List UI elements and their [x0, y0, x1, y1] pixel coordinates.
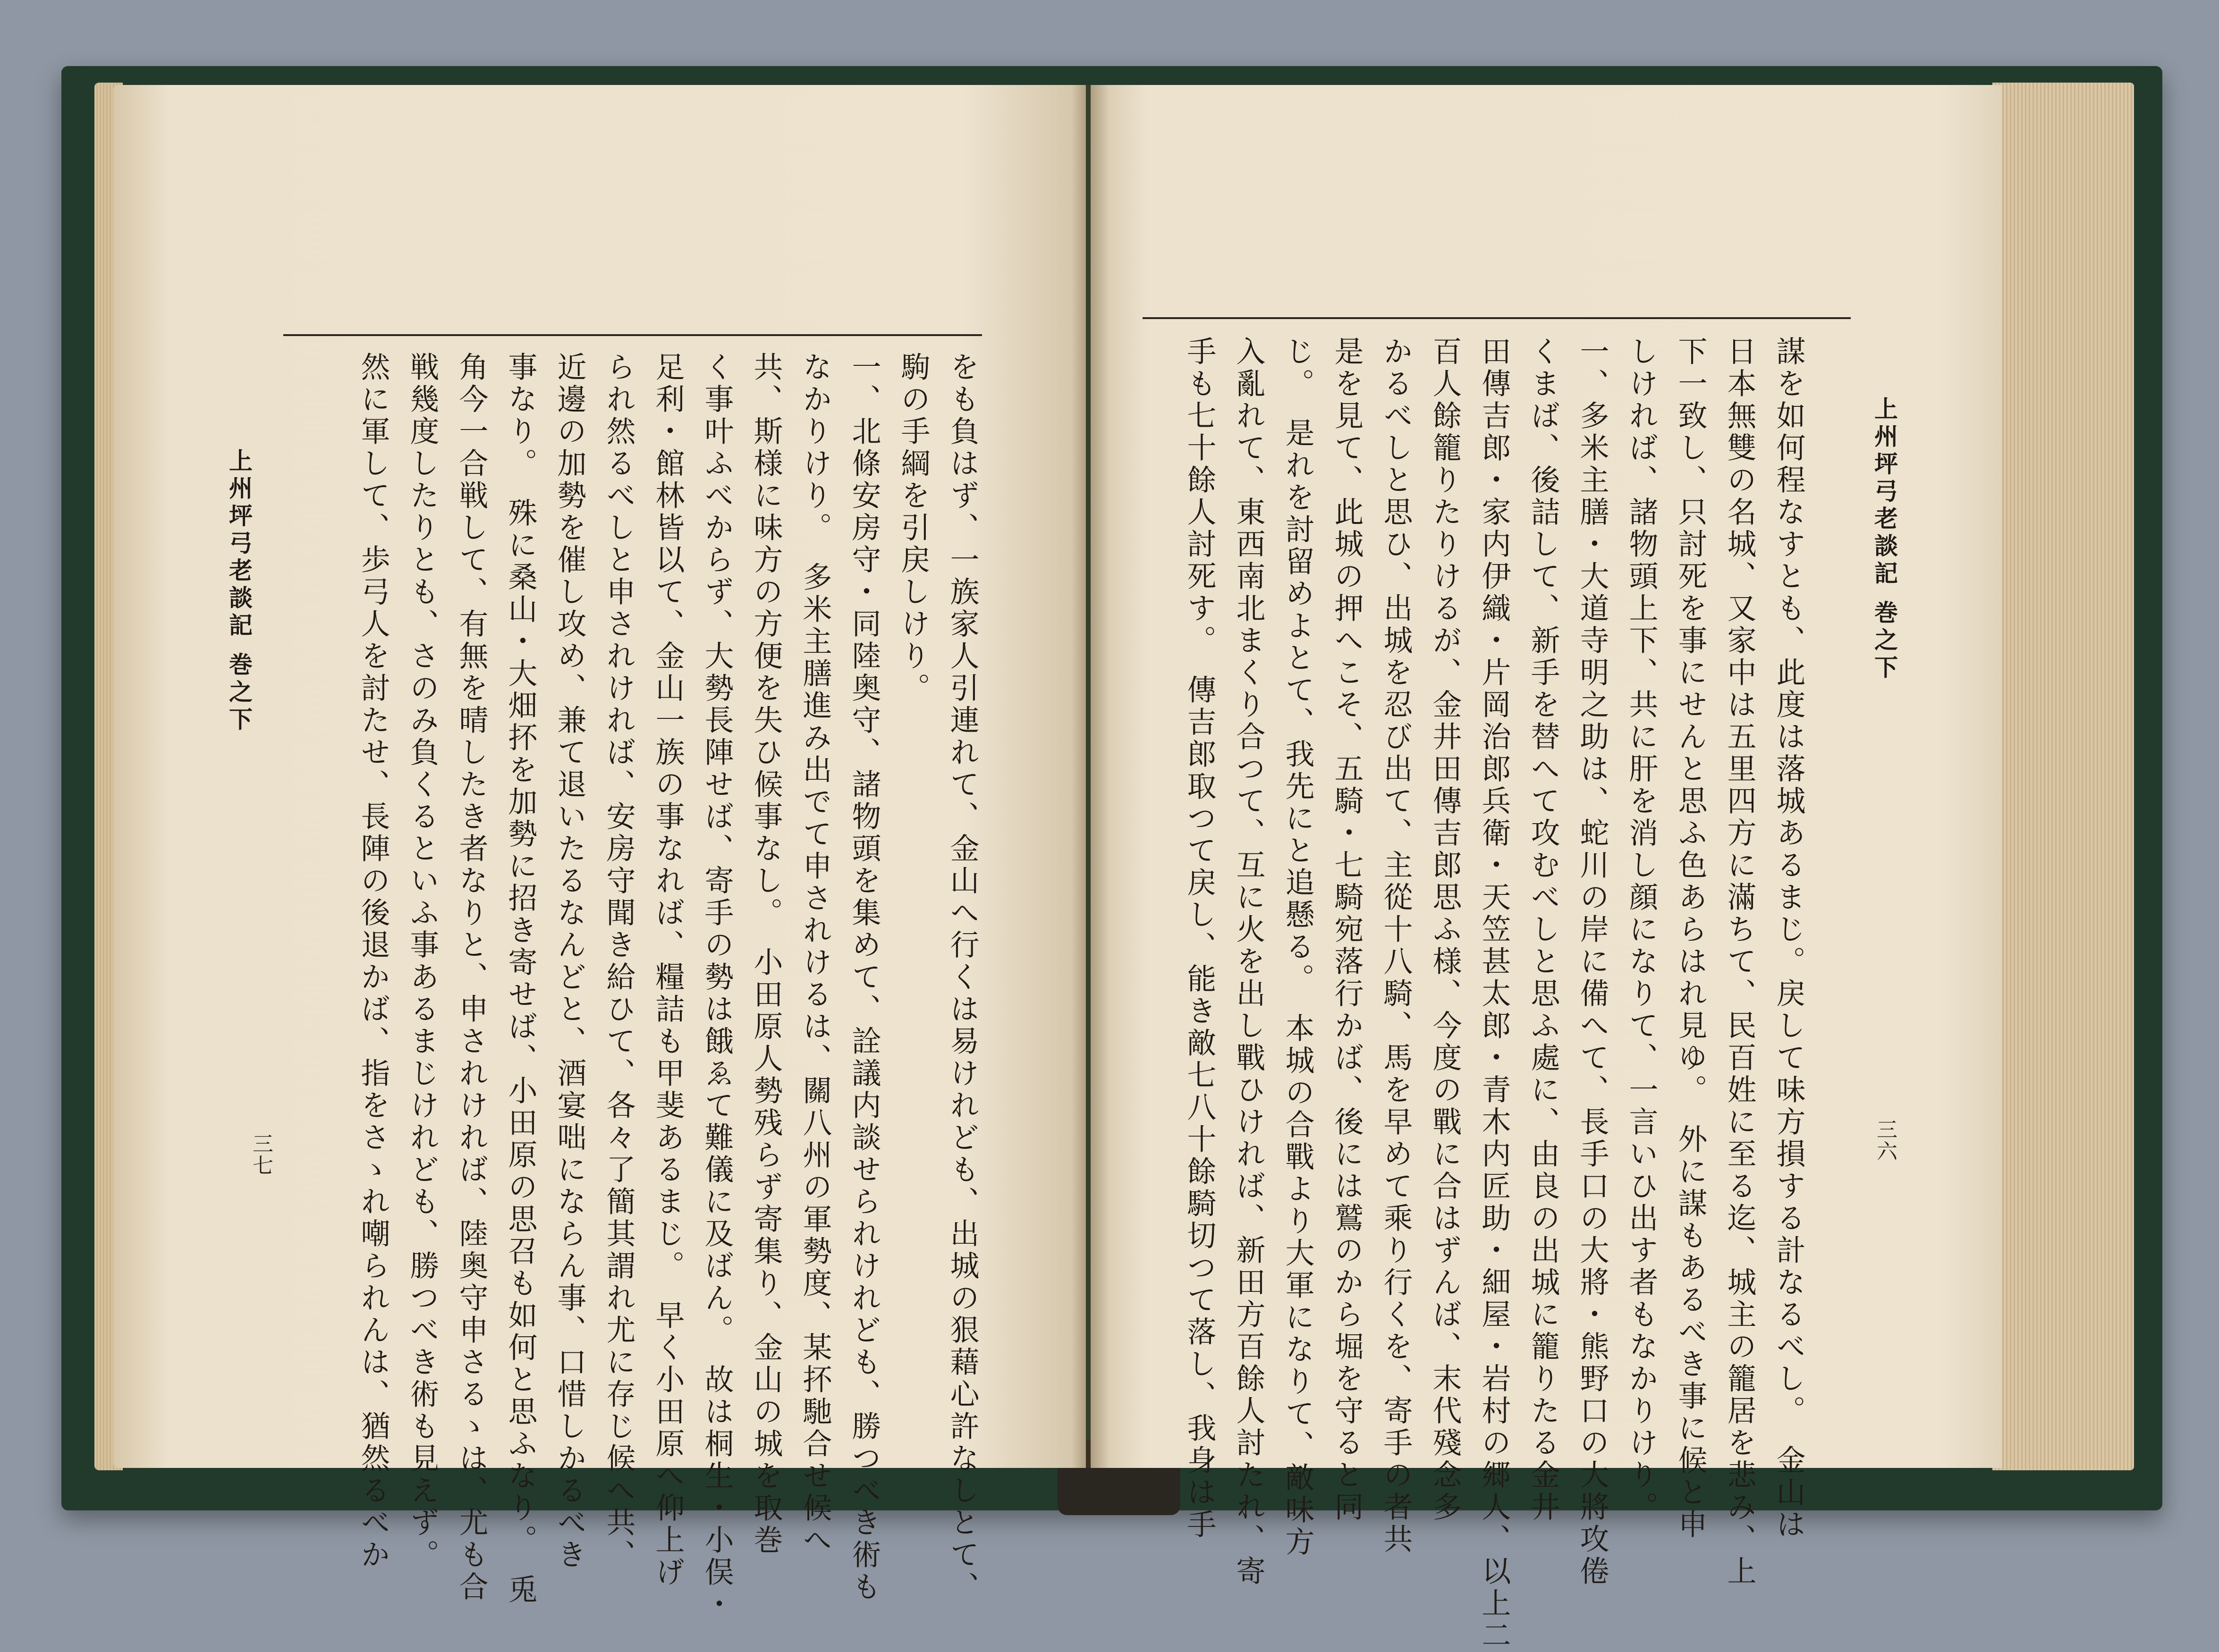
right-text-line: かるべしと思ひ、出城を忍び出て、主從十八騎、馬を早めて乘り行くを、寄手の者共	[1379, 336, 1413, 1556]
right-text-line: 田傳吉郎・家内伊織・片岡治郎兵衛・天笠甚太郎・青木内匠助・細屋・岩村の郷人、以上二	[1477, 336, 1511, 1652]
left-text-line: く事叶ふべからず、大勢長陣せば、寄手の勢は餓ゑて難儀に及ばん。 故は桐生・小俣・	[700, 352, 734, 1621]
left-page-number: 三七	[249, 1133, 273, 1176]
right-text-line: 日本無雙の名城、又家中は五里四方に滿ちて、民百姓に至る迄、城主の籠居を悲み、上	[1722, 336, 1757, 1588]
right-text-line: 手も七十餘人討死す。 傳吉郎取つて戻し、能き敵七八十餘騎切つて落し、我身は手	[1182, 336, 1217, 1541]
right-text-line: 是を見て、此城の押へこそ、五騎・七騎宛落行かば、後には鷲のから堀を守ると同	[1330, 336, 1364, 1524]
left-text-line: 戦幾度したりとも、さのみ負くるといふ事あるまじけれども、勝つべき術も見えず。	[405, 352, 440, 1571]
right-page-header-rule	[1143, 317, 1851, 319]
left-page-header-rule	[283, 334, 982, 336]
left-text-line: 角今一合戦して、有無を晴したき者なりと、申されければ、陸奥守申さるゝは、尤も合	[454, 352, 489, 1603]
left-running-head: 上州坪弓老談記 巻之下	[225, 448, 253, 734]
left-text-line: 近邊の加勢を催し攻め、兼て退いたるなんどと、酒宴咄にならん事、口惜しかるべき	[552, 352, 587, 1571]
right-page-body-text	[1175, 336, 1813, 1652]
right-text-line: くまば、後詰して、新手を替へて攻むべしと思ふ處に、由良の出城に籠りたる金井	[1526, 336, 1560, 1524]
left-text-line: られ然るべしと申されければ、安房守聞き給ひて、各々了簡其謂れ尤に存じ候へ共、	[601, 352, 636, 1571]
left-text-line: 足利・館林皆以て、金山一族の事なれば、糧詰も甲斐あるまじ。 早く小田原へ仰上げ	[651, 352, 685, 1589]
left-text-line: 駒の手綱を引戻しけり。	[896, 352, 931, 705]
right-page-number: 三六	[1873, 1119, 1897, 1162]
right-running-head: 上州坪弓老談記 巻之下	[1871, 396, 1898, 683]
left-text-line: 事なり。 殊に桑山・大畑抔を加勢に招き寄せば、小田原の思召も如何と思ふなり。 兎	[503, 352, 538, 1606]
right-text-line: 百人餘籠りたりけるが、金井田傳吉郎思ふ様、今度の戰に合はずんば、末代殘念多	[1428, 336, 1462, 1524]
right-text-line: しければ、諸物頭上下、共に肝を消し顔になりて、一言いひ出す者もなかりけり。	[1624, 336, 1659, 1524]
right-page-edges	[1992, 83, 2134, 1470]
right-text-line: 謀を如何程なすとも、此度は落城あるまじ。戻して味方損する計なるべし。 金山は	[1771, 336, 1806, 1541]
left-page-body-text	[348, 352, 987, 1621]
left-text-line: 一、北條安房守・同陸奥守、諸物頭を集めて、詮議内談せられけれども、勝つべき術も	[847, 352, 881, 1603]
right-text-line: 下一致し、只討死を事にせんと思ふ色あらはれ見ゆ。 外に謀もあるべき事に候と申	[1673, 336, 1708, 1541]
right-text-line: 一、多米主膳・大道寺明之助は、蛇川の岸に備へて、長手口の大將・熊野口の大將攻倦	[1575, 336, 1609, 1588]
left-text-line: 共、斯様に味方の方便を失ひ候事なし。 小田原人勢残らず寄集り、金山の城を取巻	[749, 352, 783, 1557]
right-text-line: 入亂れて、東西南北まくり合つて、互に火を出し戰ひければ、新田方百餘人討たれ、寄	[1231, 336, 1266, 1588]
right-text-line: じ。 是れを討留めよとて、我先にと追懸る。 本城の合戰より大軍になりて、敵味方	[1280, 336, 1315, 1559]
left-text-line: 然に軍して、歩弓人を討たせ、長陣の後退かば、指をさゝれ嘲られんは、猶然るべか	[356, 352, 390, 1571]
left-text-line: をも負はず、一族家人引連れて、金山へ行くは易けれども、出城の狠藉心許なしとて、	[945, 352, 980, 1603]
book-gutter	[1072, 85, 1110, 1468]
left-text-line: なかりけり。 多米主膳進み出でて申されけるは、關八州の軍勢度、某抔馳合せ候へ	[798, 352, 832, 1557]
